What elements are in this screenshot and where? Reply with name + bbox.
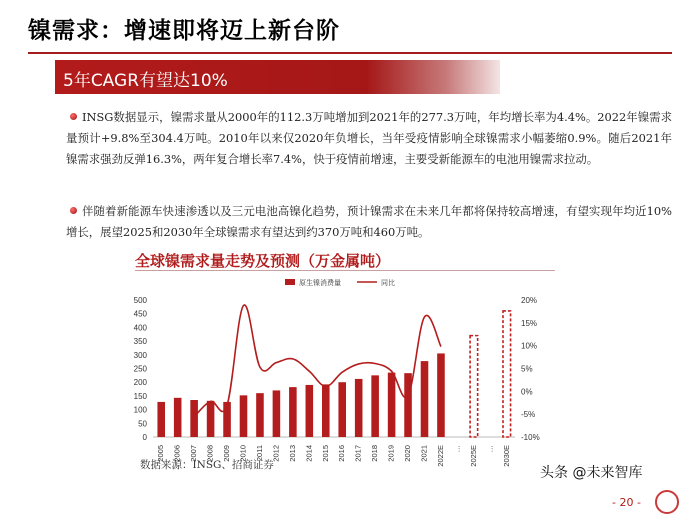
y-left-tick-label: 350: [133, 337, 147, 347]
page-number: - 20 -: [612, 496, 641, 509]
y-left-tick-label: 50: [138, 419, 147, 429]
y-left-tick-label: 0: [142, 433, 147, 442]
x-tick-label: 2008: [205, 445, 215, 462]
demand-bar: [371, 375, 379, 437]
section-banner-label: 5年CAGR有望达10%: [63, 71, 228, 91]
x-tick-label: 2013: [287, 445, 297, 462]
y-left-tick-label: 400: [133, 323, 147, 333]
y-left-tick-label: 150: [133, 391, 147, 401]
chart-title: 全球镍需求量走势及预测（万金属吨）: [135, 252, 391, 270]
legend-label-line: 同比: [381, 280, 395, 287]
y-right-tick-label: -5%: [521, 410, 536, 420]
x-tick-label: 2017: [353, 445, 363, 462]
y-right-tick-label: 10%: [521, 341, 538, 351]
x-tick-label: 2005: [156, 445, 166, 462]
bullet-paragraph-1: INSG数据显示，镍需求量从2000年的112.3万吨增加到2021年的277.3万吨，年均增长率为4.4%。2022年镍需求量预计+9.8%至304.4万吨。2010年以来仅2020年负增长，当年受疫情影响全球镍需求小幅萎缩0.9%。随后2021年镍需求强劲反弹16.3%，两年复合增长率7.4%，快于疫情前增速，主要受新能源车的电池用镍需求拉动。: [66, 110, 672, 166]
demand-bar: [273, 390, 281, 437]
demand-bar: [190, 400, 198, 437]
x-tick-label: 2018: [370, 445, 380, 462]
y-left-tick-label: 300: [133, 350, 147, 360]
demand-bar: [240, 395, 248, 437]
x-tick-label: 2022E: [435, 445, 445, 467]
demand-bar: [157, 402, 165, 437]
x-tick-label: 2006: [172, 445, 182, 462]
x-tick-label: 2021: [419, 445, 429, 462]
watermark-text: 头条 @未来智库: [540, 465, 643, 481]
demand-bar: [404, 373, 412, 437]
demand-bar: [388, 373, 396, 437]
x-tick-label: 2016: [337, 445, 347, 462]
y-left-tick-label: 200: [133, 378, 147, 388]
demand-bar: [338, 382, 346, 437]
demand-bar: [437, 353, 445, 437]
page-title: 镍需求：增速即将迈上新台阶: [28, 18, 340, 44]
demand-bar: [355, 379, 363, 437]
demand-bar: [322, 384, 330, 437]
legend-label-bar: 原生镍消费量: [299, 280, 341, 287]
demand-bar: [306, 385, 314, 437]
demand-bar: [256, 393, 264, 437]
logo-icon: [655, 490, 679, 514]
x-tick-label: 2030E: [501, 444, 511, 467]
y-right-tick-label: 0%: [521, 387, 533, 397]
y-left-tick-label: 500: [133, 296, 147, 305]
x-tick-label: 2019: [386, 445, 396, 462]
y-left-tick-label: 450: [133, 309, 147, 319]
demand-bar: [289, 387, 297, 437]
x-tick-label: 2007: [189, 445, 199, 462]
demand-bar: [207, 401, 215, 437]
demand-bar: [174, 398, 182, 437]
x-tick-label: …: [485, 445, 495, 453]
y-right-tick-label: 5%: [521, 364, 533, 374]
y-right-tick-label: 15%: [521, 318, 538, 328]
yoy-growth-line: [194, 305, 441, 417]
source-note: 数据来源：INSG、招商证券: [140, 459, 274, 471]
y-right-tick-label: 20%: [521, 296, 538, 305]
x-tick-label: 2015: [320, 445, 330, 462]
x-tick-label: 2011: [254, 445, 264, 462]
y-right-tick-label: -10%: [521, 433, 540, 442]
legend-swatch-bar: [285, 279, 295, 285]
y-left-tick-label: 250: [133, 364, 147, 374]
forecast-bar: [503, 311, 511, 437]
x-tick-label: 2014: [304, 445, 314, 462]
x-tick-label: 2012: [271, 445, 281, 462]
x-tick-label: 2025E: [468, 445, 478, 467]
bullet-paragraph-2: 伴随着新能源车快速渗透以及三元电池高镍化趋势，预计镍需求在未来几年都将保持较高增速，有望实现年均近10%增长，展望2025和2030年全球镍需求有望达到约370万吨和460万吨。: [66, 204, 672, 239]
x-tick-label: 2010: [238, 445, 248, 462]
x-tick-label: 2020: [403, 445, 413, 462]
y-left-tick-label: 100: [133, 405, 147, 415]
x-tick-label: …: [452, 445, 462, 453]
demand-bar: [421, 361, 429, 437]
x-tick-label: 2009: [222, 445, 232, 462]
forecast-bar: [470, 336, 478, 437]
